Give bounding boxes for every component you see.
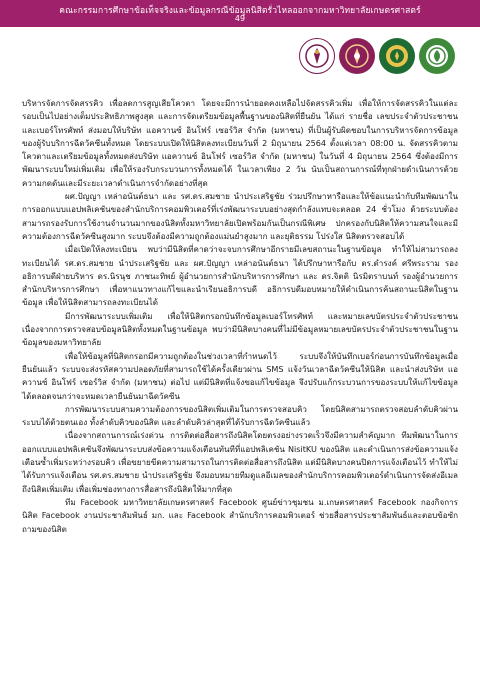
ku-emblem-icon (379, 38, 415, 74)
paragraph: การพัฒนาระบบสามความต้องการของนิสิตเพิ่มเติมในการตรวจสอบคิว โดยนิสิตสามารถตรวจสอบลำดับคิวผ่านระบบได้ด้วยตนเอง ทั้งลำดับคิวของนิสิต และลำดับคิวล่าสุดที่ได้รับการฉีดวัคซีนแล้ว (22, 403, 458, 428)
faculty-emblem-icon (339, 38, 375, 74)
paragraph: เมื่อเปิดให้ลงทะเบียน พบว่ามีนิสิตที่คาดว่าจะจบการศึกษาอีกรายมีเลขสถานะในฐานข้อมูล ทำให้ไม่สามารถลงทะเบียนได้ รศ.ดร.สมชาย นำประเสริฐชัย และ ผศ.ปัญญา เหล่าอนันต์ธนา ได้ปรึกษาหารือกับ ดร.ดำรงค์ ศรีพระราม รองอธิการบดีฝ่ายบริหาร ดร.นิรนุช ภาชนะทิพย์ ผู้อำนวยการสำนักบริหารการศึกษา และ ดร.จิตติ นิรมิตราบนท์ รองผู้อำนวยการสำนักบริหารการศึกษา เพื่อหาแนวทางแก้ไขและนำเรียนอธิการบดี อธิการบดีมอบหมายให้ดำเนินการค้นสถานะนิสิตในฐานข้อมูล เพื่อให้นิสิตสามารถลงทะเบียนได้ (22, 244, 458, 308)
page-number: 49 (234, 14, 246, 23)
paragraph: บริหารจัดการจัดสรรคิว เพื่อลดการสูญเสียโควตา โดยจะมีการนำยอดคงเหลือไปจัดสรรคิวเพิ่ม เพื่อให้การจัดสรรคิวในแต่ละรอบเป็นไปอย่างเต็มประสิทธิภาพสูงสุด และการจัดเตรียมข้อมูลพื้นฐานของนิสิตที่ยืนยัน ได้แก่ รายชื่อ เลขประจำตัวประชาชน และเบอร์โทรศัพท์ ส่งมอบให้บริษัท แอควานซ์ อินโฟร์ เซอร์วิส จำกัด (มหาชน) ที่เป็นผู้รับผิดชอบในการบริหารจัดการข้อมูลของผู้รับบริการฉีดวัคซีนทั้งหมด โดยระบบเปิดให้นิสิตลงทะเบียนวันที่ 2 มิถุนายน 2564 ตั้งแต่เวลา 08:00 น. จัดสรรคิวตามโควตาและเตรียมข้อมูลทั้งหมดส่งบริษัท แอควานซ์ อินโฟร์ เซอร์วิส จำกัด (มหาชน) ในวันที่ 4 มิถุนายน 2564 ซึ่งต้องมีการพัฒนาระบบใหม่เพิ่มเติม เพื่อให้รองรับกระบวนการทั้งหมดได้ ในเวลาเพียง 2 วัน นับเป็นสถานการณ์ที่ทุกฝ่ายดำเนินการด้วยความกดดันและมีระยะเวลาดำเนินการจำกัดอย่างที่สุด (22, 98, 458, 188)
logo-strip (299, 38, 455, 74)
document-body (22, 97, 458, 536)
university-seal-icon (299, 38, 335, 74)
paragraph: ทีม Facebook มหาวิทยาลัยเกษตรศาสตร์ Facebook ศูนย์ข่าวชุมชน ม.เกษตรศาสตร์ Facebook กองกิจการนิสิต Facebook งานประชาสัมพันธ์ มก. และ Facebook สำนักบริการคอมพิวเตอร์ ช่วยสื่อสารประชาสัมพันธ์และตอบข้อซักถามของนิสิต (22, 496, 458, 534)
paragraph: มีการพัฒนาระบบเพิ่มเติม เพื่อให้นิสิตกรอกบันทึกข้อมูลเบอร์โทรศัพท์ และหมายเลขบัตรประจำตัวประชาชนเนื่องจากการตรวจสอบข้อมูลนิสิตทั้งหมดในฐานข้อมูล พบว่ามีนิสิตบางคนที่ไม่มีข้อมูลหมายเลขบัตรประจำตัวประชาชนในฐานข้อมูลของมหาวิทยาลัย (22, 310, 458, 348)
document-title: คณะกรรมการศึกษาข้อเท็จจริงและข้อมูลกรณีข้อมูลนิสิตรั่วไหลออกจากมหาวิทยาลัยเกษตรศาสตร์ (59, 6, 421, 16)
paragraph: เนื่องจากสถานการณ์เร่งด่วน การติดต่อสื่อสารถึงนิสิตโดยตรงอย่างรวดเร็วจึงมีความสำคัญมาก ทีมพัฒนาในการออกแบบแอปพลิเคชันจึงพัฒนาระบบส่งข้อความแจ้งเตือนทันทีที่แอปพลิเคชัน NisitKU ของนิสิต และดำเนินการส่งข้อความแจ้งเตือนซ้ำเพิ่มระหว่างรอบคิว เพื่อขยายขีดความสามารถในการติดต่อสื่อสารถึงนิสิต แต่มีนิสิตบางคนปิดการแจ้งเตือนไว้ ทำให้ไม่ได้รับการแจ้งเตือน รศ.ดร.สมชาย นำประเสริฐชัย จึงมอบหมายทีมดูแลอีเมลของสำนักบริการคอมพิวเตอร์ดำเนินการจัดส่งอีเมลถึงนิสิตเพิ่มเติม เพื่อเพิ่มช่องทางการสื่อสารถึงนิสิตให้มากที่สุด (22, 430, 458, 494)
header-banner (0, 0, 480, 27)
paragraph: เพื่อให้ข้อมูลที่นิสิตกรอกมีความถูกต้องในช่วงเวลาที่กำหนดไว้ ระบบจึงให้บันทึกเบอร์ก่อนการบันทึกข้อมูลเมื่อยืนยันแล้ว ระบบจะส่งรหัสความปลอดภัยที่สามารถใช้ได้ครั้งเดียวผ่าน SMS แจ้งวันเวลาฉีดวัคซีนให้นิสิต และนำส่งบริษัท แอควานซ์ อินโฟร์ เซอร์วิส จำกัด (มหาชน) ต่อไป แต่มีนิสิตที่แจ้งขอแก้ไขข้อมูล จึงปรับแก้กระบวนการของระบบให้แก้ไขข้อมูลได้ตลอดจนกว่าจะหมดเวลายืนยันมาฉีดวัคซีน (22, 350, 458, 401)
institute-emblem-icon (419, 38, 455, 74)
paragraph: ผศ.ปัญญา เหล่าอนันต์ธนา และ รศ.ดร.สมชาย นำประเสริฐชัย ร่วมปรึกษาหารือและให้ข้อแนะนำกับทีมพัฒนาในการออกแบบแอปพลิเคชันของสำนักบริการคอมพิวเตอร์ที่เร่งพัฒนาระบบอย่างสุดกำลังแทบจะตลอด 24 ชั่วโมง ด้วยระบบต้องสามารถรองรับการใช้งานจำนวนมากของนิสิตทั้งมหาวิทยาลัยเปิดพร้อมกันเป็นกรณีพิเศษ ปกครองกับนิสิตให้ความสนใจและมีความต้องการฉีดวัคซีนสูงมาก ระบบจึงต้องมีความถูกต้องแม่นยำสูงมาก และยุติธรรม โปร่งใส นิสิตตรวจสอบได้ (22, 191, 458, 241)
